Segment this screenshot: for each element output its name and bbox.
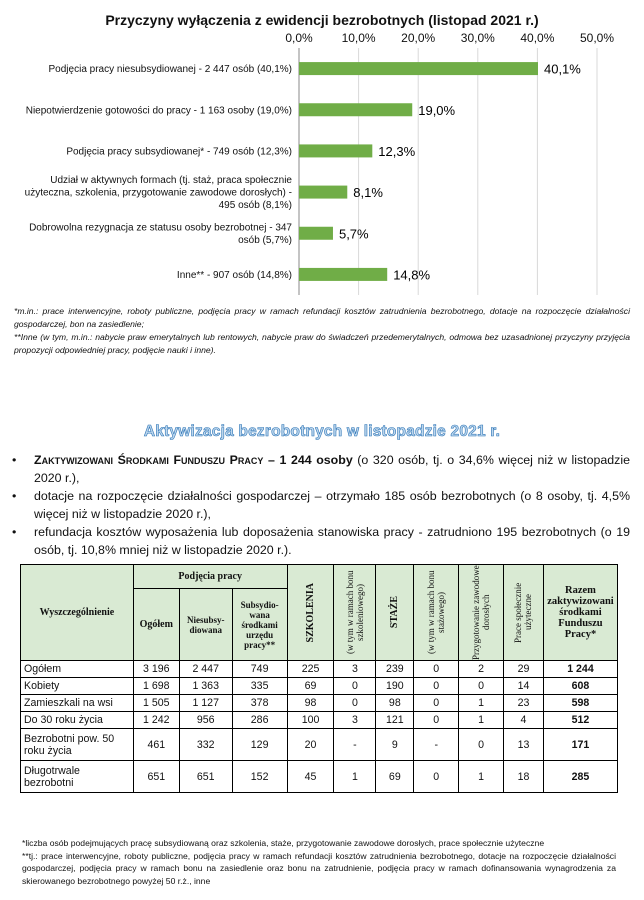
category-label: Podjęcia pracy subsydiowanej* - 749 osób (12,3%) bbox=[66, 146, 292, 158]
table-cell: 378 bbox=[232, 695, 287, 712]
table-cell: 0 bbox=[334, 695, 376, 712]
x-tick-label: 30,0% bbox=[460, 31, 495, 45]
data-label: 14,8% bbox=[393, 267, 431, 283]
category-label: Niepotwierdzenie gotowości do pracy - 1 163 osoby (19,0%) bbox=[25, 105, 292, 117]
table-cell: 9 bbox=[376, 729, 414, 761]
note-1: *m.in.: prace interwencyjne, roboty publiczne, podjęcia pracy w ramach refundacji kosztów zatrudnienia bezrobotnego, dotacje na rozpoczęcie działalności gospodarczej, bon na zasiedlenie; bbox=[14, 306, 630, 329]
table-cell: 23 bbox=[504, 695, 544, 712]
table-row bbox=[21, 729, 618, 761]
table-cell: 69 bbox=[376, 761, 414, 793]
table-cell: 45 bbox=[287, 761, 334, 793]
table-cell: 461 bbox=[133, 729, 179, 761]
bullet-dot: • bbox=[12, 453, 17, 467]
table-row bbox=[21, 678, 618, 695]
table-cell: 69 bbox=[287, 678, 334, 695]
table-cell: 2 447 bbox=[179, 661, 232, 678]
bullet-item bbox=[12, 452, 630, 487]
x-tick-label: 10,0% bbox=[341, 31, 376, 45]
x-tick-label: 40,0% bbox=[520, 31, 555, 45]
table-cell: 512 bbox=[543, 712, 617, 729]
bullet-emphasis: Zaktywizowani Środkami Funduszu Pracy bbox=[34, 453, 264, 467]
chart-notes bbox=[14, 305, 630, 357]
table-row bbox=[21, 712, 618, 729]
row-label: Zamieszkali na wsi bbox=[21, 695, 134, 712]
table-cell: 335 bbox=[232, 678, 287, 695]
table-cell: 98 bbox=[287, 695, 334, 712]
table-cell: 13 bbox=[504, 729, 544, 761]
col-header-bon-stazowy: (w tym w ramach bonu stażowego) bbox=[414, 565, 459, 661]
table-cell: 651 bbox=[133, 761, 179, 793]
bullet-dot: • bbox=[12, 489, 17, 503]
table-cell: 286 bbox=[232, 712, 287, 729]
category-label: osób (5,7%) bbox=[238, 235, 292, 246]
x-tick-label: 20,0% bbox=[401, 31, 436, 45]
row-label: Długotrwale bezrobotni bbox=[21, 761, 134, 793]
table-cell: 1 bbox=[459, 712, 504, 729]
table-cell: 3 bbox=[334, 712, 376, 729]
table-cell: 1 bbox=[334, 761, 376, 793]
col-header-prace-spoleczne: Prace społecznie użyteczne bbox=[504, 565, 544, 661]
bar bbox=[299, 268, 387, 281]
category-label: Inne** - 907 osób (14,8%) bbox=[176, 269, 292, 281]
x-tick-label: 0,0% bbox=[285, 31, 313, 45]
table-cell: 0 bbox=[459, 678, 504, 695]
col-header-spec: Wyszczególnienie bbox=[21, 565, 134, 661]
bullet-item bbox=[12, 488, 630, 523]
table-cell: 1 244 bbox=[543, 661, 617, 678]
category-label: 495 osób (8,1%) bbox=[218, 200, 292, 212]
bullet-dash: – bbox=[263, 453, 280, 467]
category-label: Dobrowolna rezygnacja ze statusu osoby bezrobotnej - 347 bbox=[29, 222, 292, 234]
bar bbox=[299, 103, 412, 116]
col-header-razem: Razem zaktywizowani środkami Funduszu Pracy* bbox=[543, 565, 617, 661]
bar bbox=[299, 62, 538, 75]
col-header-staze: STAŻE bbox=[376, 565, 414, 661]
section-title: Aktywizacja bezrobotnych w listopadzie 2021 r. bbox=[143, 423, 501, 440]
bullet-list bbox=[12, 452, 630, 560]
table-cell: 98 bbox=[376, 695, 414, 712]
bullet-dot: • bbox=[12, 525, 17, 539]
table-cell: 749 bbox=[232, 661, 287, 678]
table-cell: 14 bbox=[504, 678, 544, 695]
table-footnotes bbox=[22, 837, 616, 887]
category-label: użyteczna, szkolenia, przygotowanie zawodowe dorosłych) - bbox=[24, 187, 292, 199]
col-header-szkolenia: SZKOLENIA bbox=[287, 565, 334, 661]
table-row bbox=[21, 761, 618, 793]
table-cell: 225 bbox=[287, 661, 334, 678]
table-cell: 29 bbox=[504, 661, 544, 678]
row-label: Do 30 roku życia bbox=[21, 712, 134, 729]
table-cell: 1 363 bbox=[179, 678, 232, 695]
data-label: 40,1% bbox=[543, 61, 581, 77]
table-cell: 1 bbox=[459, 761, 504, 793]
col-header-subsydiowana: Subsydio-wana środkami urzędu pracy** bbox=[232, 589, 287, 661]
row-label: Bezrobotni pow. 50 roku życia bbox=[21, 729, 134, 761]
table-cell: 4 bbox=[504, 712, 544, 729]
table-cell: 190 bbox=[376, 678, 414, 695]
table-cell: 1 505 bbox=[133, 695, 179, 712]
chart-title: Przyczyny wyłączenia z ewidencji bezrobotnych (listopad 2021 r.) bbox=[105, 12, 539, 28]
table-cell: 651 bbox=[179, 761, 232, 793]
bullet-text: (o 320 osób, tj. o 34,6% więcej niż w listopadzie 2020 r.), bbox=[34, 453, 630, 485]
activation-table bbox=[20, 564, 618, 793]
table-cell: - bbox=[334, 729, 376, 761]
bullet-text: dotacje na rozpoczęcie działalności gospodarczej – otrzymało 185 osób bezrobotnych (o 8 osoby, tj. 4,5% więcej niż w listopadzie 2020 r.), bbox=[34, 489, 630, 521]
table-cell: 956 bbox=[179, 712, 232, 729]
table-cell: 608 bbox=[543, 678, 617, 695]
table-cell: 18 bbox=[504, 761, 544, 793]
col-header-bon-szkoleniowy: (w tym w ramach bonu szkoleniowego) bbox=[334, 565, 376, 661]
footnote-2: **tj.: prace interwencyjne, roboty publiczne, podjęcia pracy w ramach refundacji kosztów zatrudnienia bezrobotnego, dotacje na rozpoczęcie działalności gospodarczej, podjęcia pracy w ramach bonu na zasiedlenie oraz bonu na zatrudnienie, podjęcia pracy w ramach dofinansowania wynagrodzenia za skierowanego bezrobotnego powyżej 50 r.ż., inne bbox=[22, 850, 616, 886]
col-header-podjecia: Podjęcia pracy bbox=[133, 565, 287, 589]
x-tick-label: 50,0% bbox=[579, 31, 615, 45]
table-cell: 0 bbox=[334, 678, 376, 695]
bullet-count: 1 244 osoby bbox=[279, 453, 353, 467]
table-cell: 598 bbox=[543, 695, 617, 712]
table-cell: 1 698 bbox=[133, 678, 179, 695]
table-cell: 0 bbox=[414, 761, 459, 793]
table-cell: 332 bbox=[179, 729, 232, 761]
category-label: Udział w aktywnych formach (tj. staż, praca społecznie bbox=[50, 175, 292, 187]
bullet-item bbox=[12, 524, 630, 559]
table-cell: 0 bbox=[414, 712, 459, 729]
table-cell: 0 bbox=[414, 678, 459, 695]
table-cell: 1 bbox=[459, 695, 504, 712]
data-label: 8,1% bbox=[353, 185, 383, 201]
col-header-niesubsydiowana: Niesubsy-diowana bbox=[179, 589, 232, 661]
data-label: 19,0% bbox=[418, 102, 456, 118]
note-2: **Inne (w tym, m.in.: nabycie praw emerytalnych lub rentowych, nabycie praw do świadczeń przedemerytalnych, odmowa bez uzasadnionej przyczyny przyjęcia propozycji odpowiedniej pracy, podjęcie nauki i inne). bbox=[14, 332, 630, 355]
table-row bbox=[21, 695, 618, 712]
row-label: Kobiety bbox=[21, 678, 134, 695]
table-cell: 239 bbox=[376, 661, 414, 678]
table-cell: 2 bbox=[459, 661, 504, 678]
table-cell: 20 bbox=[287, 729, 334, 761]
data-label: 12,3% bbox=[378, 143, 416, 159]
table-cell: 285 bbox=[543, 761, 617, 793]
bar bbox=[299, 186, 347, 199]
table-cell: 1 242 bbox=[133, 712, 179, 729]
bar bbox=[299, 144, 372, 157]
table-cell: 1 127 bbox=[179, 695, 232, 712]
table-cell: 171 bbox=[543, 729, 617, 761]
table-cell: 100 bbox=[287, 712, 334, 729]
bar-chart bbox=[0, 30, 644, 302]
table-cell: 0 bbox=[414, 695, 459, 712]
table-cell: 0 bbox=[459, 729, 504, 761]
bar bbox=[299, 227, 333, 240]
table-cell: - bbox=[414, 729, 459, 761]
footnote-1: *liczba osób podejmujących pracę subsydiowaną oraz szkolenia, staże, przygotowanie zawodowe dorosłych, prace społecznie użyteczne bbox=[22, 838, 545, 848]
table-row bbox=[21, 661, 618, 678]
bullet-text: refundacja kosztów wyposażenia lub doposażenia stanowiska pracy - zatrudniono 195 bezrobotnych (o 19 osób, tj. 10,8% mniej niż w listopadzie 2020 r.). bbox=[34, 525, 630, 557]
table-cell: 121 bbox=[376, 712, 414, 729]
data-label: 5,7% bbox=[338, 226, 369, 242]
table-cell: 3 196 bbox=[133, 661, 179, 678]
col-header-przygotowanie: Przygotowanie zawodowe dorosłych bbox=[459, 565, 504, 661]
table-cell: 0 bbox=[414, 661, 459, 678]
category-label: Podjęcia pracy niesubsydiowanej - 2 447 osób (40,1%) bbox=[48, 64, 292, 76]
table-header-row bbox=[21, 565, 618, 589]
row-label: Ogółem bbox=[21, 661, 134, 678]
table-cell: 3 bbox=[334, 661, 376, 678]
col-header-ogolem: Ogółem bbox=[133, 589, 179, 661]
table-cell: 152 bbox=[232, 761, 287, 793]
table-cell: 129 bbox=[232, 729, 287, 761]
